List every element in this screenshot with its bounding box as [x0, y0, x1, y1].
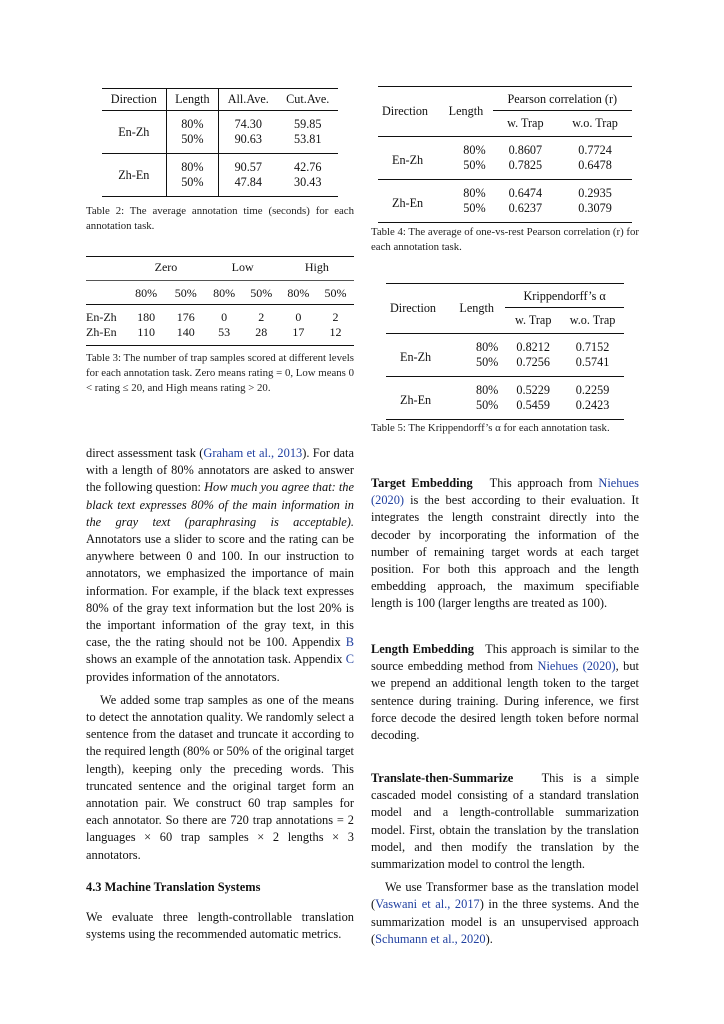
table5-cell: 0.7152: [575, 340, 610, 354]
table4-cell: 50%: [463, 201, 486, 215]
table3-cell: 140: [176, 325, 195, 339]
table3-row-label: En-Zh: [86, 310, 117, 324]
table3-cell: 17: [292, 325, 305, 339]
table4-cell: 80%: [463, 143, 486, 157]
table3-cell: 180: [137, 310, 156, 324]
table4-cell: 0.6474: [508, 186, 543, 200]
table-5: [386, 283, 624, 420]
table3-row-label: Zh-En: [86, 325, 117, 339]
table5-direction: Zh-En: [400, 392, 432, 407]
table3-subheader: 50%: [174, 286, 197, 300]
table2-cell: 47.84: [234, 175, 262, 189]
table2-cell: 74.30: [234, 117, 262, 131]
citation-link[interactable]: Vaswani et al., 2017: [375, 897, 480, 912]
table5-cell: 0.5741: [575, 355, 610, 369]
table2-cell: 80%: [166, 111, 218, 133]
table2-cell: 53.81: [294, 132, 322, 146]
paragraph-target-embedding: Target Embedding This approach from Niehues (2020) is the best according to their evaluation. It integrates the length constraint directly into the decoder by incorporating the information of the number of remaining target words at each target position. For both this approach and the length embedding approach, the maximum specifiable length is 100 (larger lengths are treated as 100).: [371, 476, 639, 611]
table2-cell: 42.76: [294, 160, 322, 174]
table2-cell: 90.63: [234, 132, 262, 146]
table3-cell: 28: [255, 325, 268, 339]
table4-direction: En-Zh: [392, 152, 424, 167]
table4-cell: 50%: [463, 158, 486, 172]
table4-header: Length: [448, 104, 484, 118]
table3-subheader: 80%: [135, 286, 158, 300]
paragraph: We use Transformer base as the translation model (Vaswani et al., 2017) in the three systems. And the summarization model is an unsupervised approach (Schumann et al., 2020).: [371, 880, 639, 946]
table5-direction: En-Zh: [400, 349, 432, 364]
table2-header: Cut.Ave.: [286, 92, 330, 106]
table2-header: Direction: [102, 89, 166, 111]
table4-subheader: w.o. Trap: [572, 116, 618, 130]
question-text: How much you agree that: the black text expresses 80% of the main information in the gray text (paraphrasing is acceptable).: [86, 480, 354, 529]
table4-header: Direction: [382, 104, 429, 118]
table3-subheader: 50%: [250, 286, 273, 300]
table2-cell: 30.43: [294, 175, 322, 189]
section-heading: 4.3 Machine Translation Systems: [86, 880, 261, 894]
table2-cell: 59.85: [294, 117, 322, 131]
citation-link[interactable]: Graham et al., 2013: [203, 446, 303, 460]
table5-cell: 0.7256: [516, 355, 550, 369]
table5-cell: 0.2259: [575, 383, 610, 397]
table4-direction: Zh-En: [392, 195, 424, 210]
table2-header: Length: [166, 89, 218, 111]
appendix-link[interactable]: C: [345, 652, 354, 667]
table2-cell: 50%: [166, 175, 218, 197]
table5-subheader: w. Trap: [514, 313, 552, 327]
table2-header: All.Ave.: [227, 92, 269, 106]
table-2: [102, 88, 338, 197]
table4-cell: 0.3079: [578, 201, 612, 215]
table5-cell: 80%: [475, 383, 499, 397]
table4-cell: 0.8607: [508, 143, 543, 157]
table3-subheader: 80%: [287, 286, 310, 300]
table5-cell: 50%: [475, 355, 499, 369]
table3-cell: 0: [221, 310, 228, 324]
citation-link[interactable]: Niehues (2020): [371, 476, 639, 508]
paragraph-length-embedding: Length Embedding This approach is similar to the source embedding method from Niehues (2020), but we prepend an additional length token to the target sentence during training. During inference, we first force decode the desired length token before normal decoding.: [371, 642, 640, 743]
citation-link[interactable]: Niehues (2020): [537, 659, 616, 674]
table4-cell: 0.7724: [578, 143, 612, 157]
paragraph: We evaluate three length-controllable translation systems using the recommended automatic metrics.: [86, 910, 354, 942]
table3-cell: 110: [137, 325, 155, 339]
table4-cell: 0.2935: [578, 186, 612, 200]
table2-cell: 50%: [166, 132, 218, 154]
table5-cell: 0.2423: [575, 398, 610, 412]
table3-group-header: Zero: [154, 260, 178, 274]
table3-cell: 53: [218, 325, 231, 339]
table3-cell: 2: [258, 310, 265, 324]
table3-group-header: High: [304, 260, 329, 274]
table4-cell: 80%: [463, 186, 486, 200]
table3-cell: 0: [295, 310, 302, 324]
table3-cell: 12: [329, 325, 342, 339]
table2-cell: 90.57: [234, 160, 262, 174]
table3-subheader: 50%: [324, 286, 347, 300]
table-4: [378, 86, 632, 223]
table3-cell: 2: [332, 310, 339, 324]
table-3: [86, 256, 354, 346]
table5-cell: 0.5459: [516, 398, 550, 412]
table2-direction: Zh-En: [102, 154, 166, 197]
table4-subheader: w. Trap: [507, 116, 544, 130]
paragraph-heading: Target Embedding: [371, 476, 473, 490]
table5-group-header: Krippendorff’s α: [505, 284, 624, 308]
paragraph: We added some trap samples as one of the means to detect the annotation quality. We randomly select a sentence from the dataset and truncate it according to the required length (80% or 50% of the original target length), keeping only the preceding words. This truncated sentence and the original target form an annotation pair. We construct 60 trap samples for each annotator. So there are 720 trap annotations = 2 languages × 60 trap samples × 2 lengths × 3 annotators.: [86, 692, 354, 862]
table4-cell: 0.7825: [508, 158, 543, 172]
table2-direction: En-Zh: [102, 111, 166, 154]
paragraph: direct assessment task (Graham et al., 2013). For data with a length of 80% annotators are asked to answer the following question: How much you agree that: the black text expresses 80% of the main information in the gray text (paraphrasing is acceptable). Annotators use a slider to score and the rating can be anywhere between 0 and 100. In our instruction to annotators, we emphasized the importance of main information. For example, if the black text expresses 80% of the gray text information but the lost 20% is the important information of the gray text, in this case, the the rating should not be 100. Appendix B shows an example of the annotation task. Appendix C provides information of the annotators.: [86, 446, 354, 684]
table5-subheader: w.o. Trap: [569, 313, 616, 327]
left-column: [86, 445, 354, 864]
table5-cell: 50%: [475, 398, 499, 412]
paragraph-heading: Translate-then-Summarize: [371, 771, 514, 785]
citation-link[interactable]: Schumann et al., 2020: [375, 931, 486, 946]
table5-cell: 80%: [475, 340, 499, 354]
table4-caption: Table 4: The average of one-vs-rest Pearson correlation (r) for each annotation task.: [371, 226, 639, 253]
table4-group-header: Pearson correlation (r): [493, 87, 632, 111]
table2-caption: Table 2: The average annotation time (seconds) for each annotation task.: [86, 205, 354, 232]
table3-caption: Table 3: The number of trap samples scored at different levels for each annotation task. Zero means rating = 0, Low means 0 < rating ≤ 20, and High means rating > 20.: [86, 352, 354, 394]
table5-caption: Table 5: The Krippendorff’s α for each annotation task.: [371, 422, 610, 434]
paragraph-heading: Length Embedding: [371, 642, 474, 656]
table3-group-header: Low: [231, 260, 254, 274]
table5-cell: 0.8212: [516, 340, 550, 354]
table3-cell: 176: [176, 310, 195, 324]
table4-cell: 0.6237: [508, 201, 543, 215]
appendix-link[interactable]: B: [345, 635, 354, 650]
table5-cell: 0.5229: [516, 383, 550, 397]
table5-header: Length: [459, 301, 494, 315]
table3-subheader: 80%: [213, 286, 236, 300]
table4-cell: 0.6478: [578, 158, 612, 172]
table5-header: Direction: [390, 301, 437, 315]
table2-cell: 80%: [166, 154, 218, 176]
paragraph-translate-then-summarize: Translate-then-Summarize This is a simple cascaded model consisting of a standard translation model and a length-controllable summarization model. First, obtain the translation by the translation model, and then modify the translation by the summarization model to control the length. We use Transformer base as the translation model (Vaswani et al., 2017) in the three systems. And the summarization model is an unsupervised approach (Schumann et al., 2020).: [371, 770, 639, 948]
